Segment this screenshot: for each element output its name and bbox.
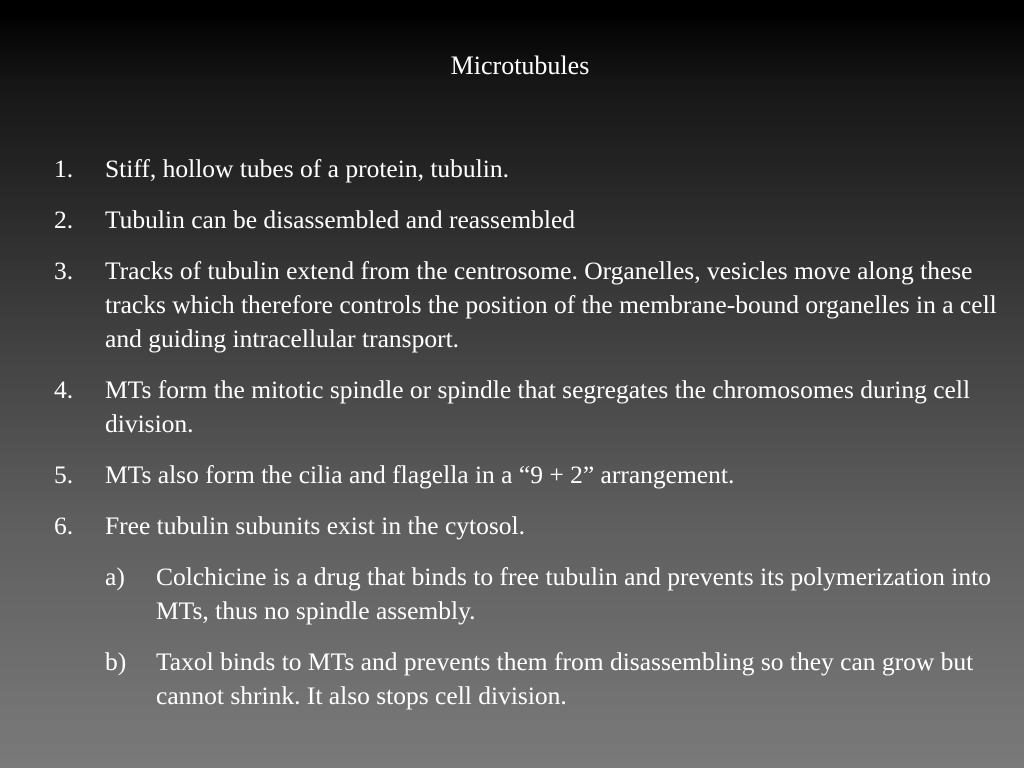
item-number: 4. xyxy=(54,375,74,404)
item-number: 2. xyxy=(54,205,74,234)
slide-title: Microtubules xyxy=(450,51,590,80)
numbered-list xyxy=(0,152,1000,730)
list-item xyxy=(0,373,1000,441)
sub-item-letter: a) xyxy=(105,562,125,591)
item-text: MTs also form the cilia and flagella in a “9 + 2” arrangement. xyxy=(105,460,735,489)
list-item xyxy=(0,458,1000,492)
item-number: 5. xyxy=(54,460,74,489)
sub-item-text: Taxol binds to MTs and prevents them from disassembling so they can grow but cannot shrink. It also stops cell division. xyxy=(156,647,974,710)
list-item xyxy=(0,203,1000,237)
list-item xyxy=(0,152,1000,186)
item-text: MTs form the mitotic spindle or spindle that segregates the chromosomes during cell division. xyxy=(105,375,971,438)
item-number: 1. xyxy=(54,154,74,183)
item-text: Tracks of tubulin extend from the centrosome. Organelles, vesicles move along these tracks which therefore controls the position of the membrane-bound organelles in a cell and guiding intracellular transport. xyxy=(105,256,997,353)
list-item xyxy=(0,254,1000,356)
item-number: 3. xyxy=(54,256,74,285)
item-text: Free tubulin subunits exist in the cytosol. xyxy=(105,511,526,540)
sub-list xyxy=(105,560,1000,713)
sub-list-item xyxy=(105,645,1000,713)
sub-list-item xyxy=(105,560,1000,628)
item-text: Stiff, hollow tubes of a protein, tubulin. xyxy=(105,154,509,183)
sub-item-letter: b) xyxy=(105,647,127,676)
item-number: 6. xyxy=(54,511,74,540)
sub-item-text: Colchicine is a drug that binds to free tubulin and prevents its polymerization into MTs, thus no spindle assembly. xyxy=(156,562,991,625)
list-item xyxy=(0,509,1000,713)
item-text: Tubulin can be disassembled and reassembled xyxy=(105,205,576,234)
